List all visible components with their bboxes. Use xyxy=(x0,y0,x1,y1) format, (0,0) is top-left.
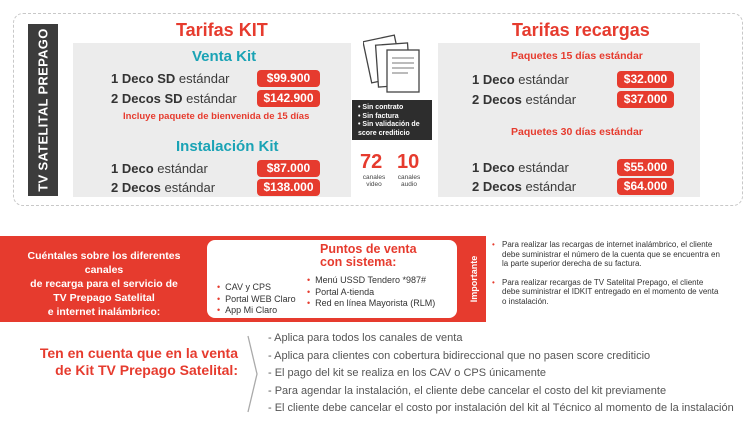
recargas-title: Tarifas recargas xyxy=(512,20,650,40)
documents-icon xyxy=(363,30,425,98)
venta-note: Incluye paquete de bienvenida de 15 días xyxy=(123,111,310,122)
puntos-right-3: • Red en línea Mayorista (RLM) xyxy=(307,298,435,310)
doc-item-2: • Sin factura xyxy=(358,112,399,120)
p30-price-2: $64.000 xyxy=(617,178,674,195)
important-notes xyxy=(492,240,722,306)
puntos-title: Puntos de venta con sistema: xyxy=(320,242,417,269)
bracket-chevron-icon xyxy=(246,334,260,414)
install-price-1: $87.000 xyxy=(257,160,320,177)
p30-title: Paquetes 30 días estándar xyxy=(511,126,643,138)
puntos-right-1: • Menú USSD Tendero *987# xyxy=(307,275,435,287)
install-price-2: $138.000 xyxy=(257,179,320,196)
p30-price-1: $55.000 xyxy=(617,159,674,176)
important-note-1: • Para realizar las recargas de internet inalámbrico, el cliente debe suministrar el número de la cuenta que se encuentra en la parte superior derecha de su factura. xyxy=(492,240,720,268)
venta-title: Venta Kit xyxy=(192,48,257,65)
doc-box xyxy=(352,100,432,140)
channels-banner-text: Cuéntales sobre los diferentes canales de recarga para el servicio de TV Prepago Satelital e internet inalámbrico: xyxy=(27,250,181,318)
venta-price-2: $142.900 xyxy=(257,90,320,107)
install-row-1: 1 Deco estándar xyxy=(111,161,208,176)
venta-row-2: 2 Decos SD estándar xyxy=(111,91,237,106)
side-label: TV SATELITAL PREPAGO xyxy=(35,28,51,192)
p15-price-2: $37.000 xyxy=(617,91,674,108)
p15-row-1: 1 Deco estándar xyxy=(472,72,569,87)
puntos-right-list xyxy=(307,275,435,310)
consider-list xyxy=(268,330,734,418)
importante-tab xyxy=(462,236,486,322)
consider-item-4: - Para agendar la instalación, el cliente debe cancelar el costo del kit previamente xyxy=(268,384,667,397)
p15-row-2: 2 Decos estándar xyxy=(472,92,577,107)
important-note-2: • Para realizar recargas de TV Satelital Prepago, el cliente debe suministrar el IDKIT entregado en el momento de venta o instalación. xyxy=(492,277,719,306)
puntos-left-list xyxy=(217,282,296,317)
consider-item-3: - El pago del kit se realiza en los CAV o CPS únicamente xyxy=(268,367,546,379)
side-label-bar xyxy=(28,24,58,196)
consider-item-5: - El cliente debe cancelar el costo por instalación del kit al Técnico al momento de la instalación xyxy=(268,402,734,414)
consider-title: Ten en cuenta que en la venta de Kit TV Prepago Satelital: xyxy=(39,345,238,378)
doc-item-3: • Sin validación de score crediticio xyxy=(358,121,420,137)
p30-row-1: 1 Deco estándar xyxy=(472,160,569,175)
puntos-left-1: • CAV y CPS xyxy=(217,282,296,294)
importante-label: Importante xyxy=(469,255,479,303)
video-label: canales video xyxy=(362,174,386,188)
video-count: 72 xyxy=(360,151,383,173)
p15-price-1: $32.000 xyxy=(617,71,674,88)
audio-label: canales audio xyxy=(397,174,421,188)
puntos-left-2: • Portal WEB Claro xyxy=(217,294,296,306)
p30-row-2: 2 Decos estándar xyxy=(472,179,577,194)
kit-title: Tarifas KIT xyxy=(176,20,268,40)
audio-count: 10 xyxy=(397,151,420,173)
puntos-right-2: • Portal A-tienda xyxy=(307,287,435,299)
venta-row-1: 1 Deco SD estándar xyxy=(111,71,230,86)
consider-item-2: - Aplica para clientes con cobertura bidireccional que no pasen score crediticio xyxy=(268,349,651,362)
install-title: Instalación Kit xyxy=(176,138,279,155)
consider-item-1: - Aplica para todos los canales de venta xyxy=(268,332,463,344)
doc-item-1: • Sin contrato xyxy=(358,104,404,111)
install-row-2: 2 Decos estándar xyxy=(111,180,216,195)
venta-price-1: $99.900 xyxy=(257,70,320,87)
puntos-left-3: • App Mi Claro xyxy=(217,305,296,317)
p15-title: Paquetes 15 días estándar xyxy=(511,50,643,62)
